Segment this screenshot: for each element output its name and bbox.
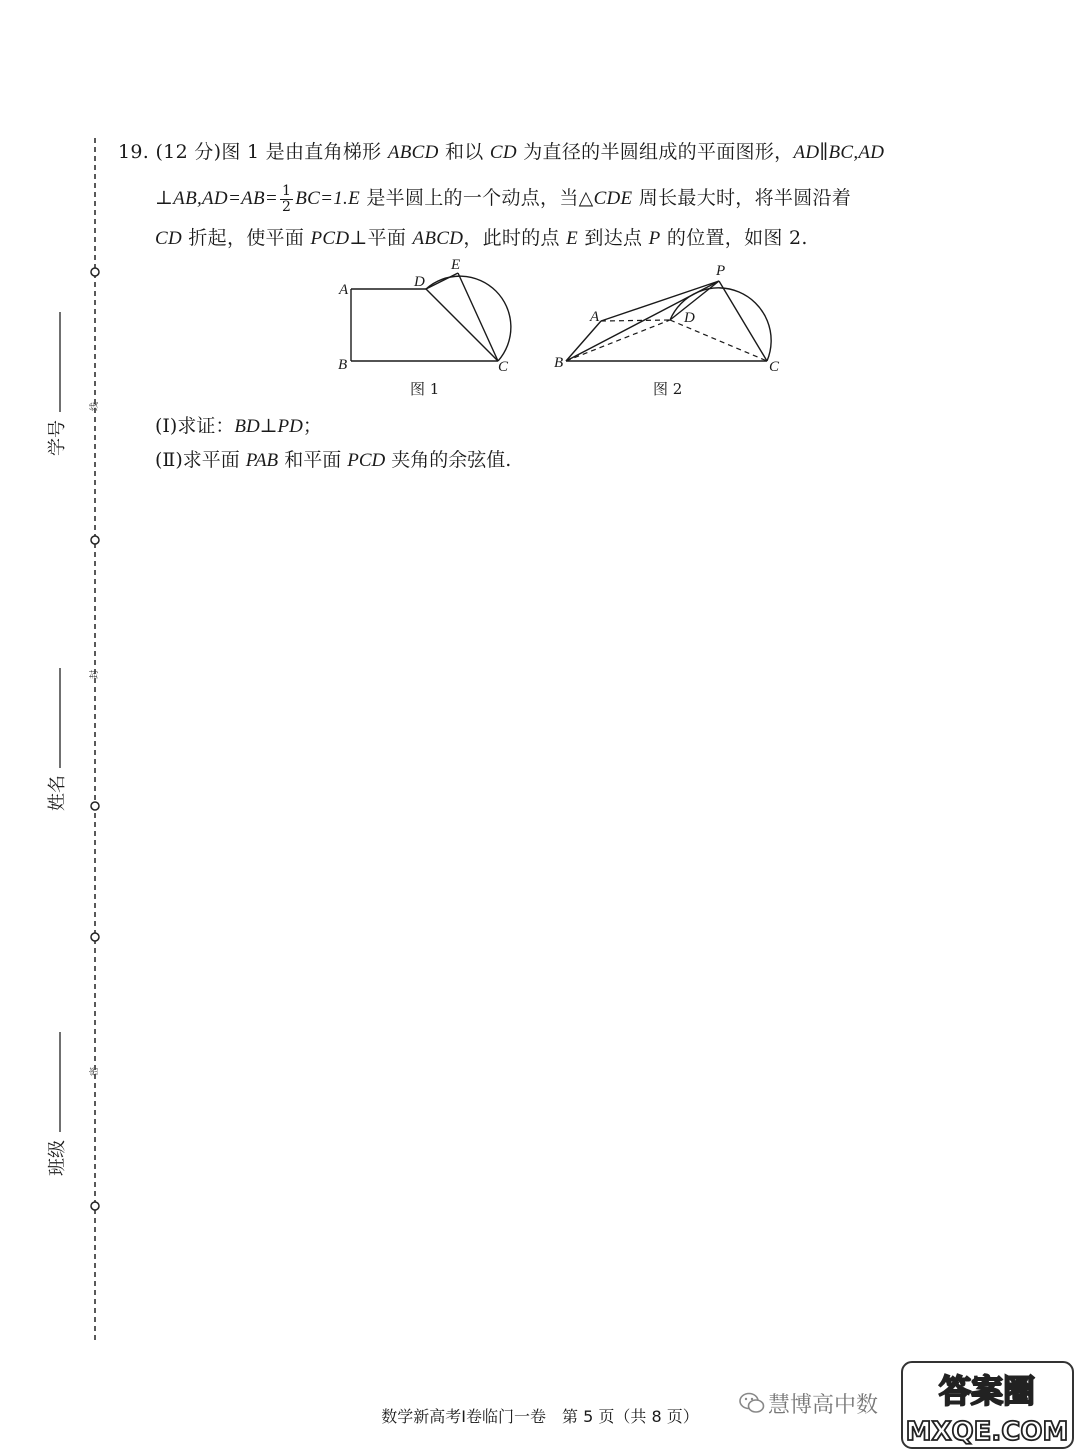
question-line-2: ⊥AB,AD=AB= $\frac{1}{2}$ BC=1.E 是半圆上的一个动点，当△CDE 周长最大时，将半圆沿着 [155, 183, 852, 215]
fraction-half: $\frac{1}{2}$ [282, 183, 292, 215]
fig1-label-b: B [338, 357, 348, 373]
fig2-label-c: C [769, 359, 780, 375]
page-footer: 数学新高考Ⅰ卷临门一卷 第 5 页（共 8 页） [381, 1407, 699, 1426]
wechat-icon [738, 1390, 766, 1416]
figure-2 [550, 258, 790, 380]
mxqe-logo [900, 1360, 1075, 1450]
fig1-label-d: D [414, 274, 425, 290]
logo-line-1: 答案圈 [938, 1372, 1036, 1410]
question-line-1: 19. (12 分)图 1 是由直角梯形 ABCD 和以 CD 为直径的半圆组成的平面图形，AD∥BC,AD [118, 141, 885, 163]
class-label: 班级 [47, 1140, 68, 1176]
student-id-label: 学号 [47, 420, 68, 456]
fig2-label-b: B [554, 355, 564, 371]
question-number: 19. [118, 141, 150, 163]
fig1-label-e: E [451, 257, 461, 273]
fig2-edge-ba [566, 321, 601, 361]
part-2: (Ⅱ)求平面 PAB 和平面 PCD 夹角的余弦值. [155, 449, 512, 471]
fig2-edge-pc [719, 281, 767, 361]
name-label: 姓名 [47, 775, 68, 811]
question-line-3: CD 折起，使平面 PCD⊥平面 ABCD，此时的点 E 到达点 P 的位置，如图 2. [155, 227, 808, 249]
fig2-label-d: D [684, 310, 695, 326]
fig1-edge-ec [458, 273, 498, 361]
fig2-dashed-ad [601, 320, 670, 321]
logo-line-2: MXQE.COM [905, 1417, 1069, 1447]
watermark-account: 慧博高中数 [768, 1393, 879, 1418]
fig1-edge-dc [426, 289, 498, 361]
secret-mark: 密 [90, 1066, 101, 1077]
part-1: (Ⅰ)求证：BD⊥PD； [155, 415, 322, 437]
fig1-edge-de [426, 273, 458, 289]
seal-mark: 封 [90, 669, 101, 680]
figure-1 [330, 255, 530, 380]
fig2-label-p: P [716, 263, 726, 279]
fig2-dashed-bd [566, 320, 670, 361]
figure-2-caption: 图 2 [653, 380, 683, 398]
fig1-label-a: A [339, 282, 349, 298]
question-score: (12 分) [155, 141, 222, 163]
line-mark: 线 [90, 401, 101, 412]
fig2-dashed-dc [670, 320, 767, 361]
fig2-edge-ap [601, 281, 719, 321]
fig1-label-c: C [498, 359, 509, 375]
fig1-semicircle [426, 276, 511, 361]
figure-1-caption: 图 1 [410, 380, 440, 398]
fig2-label-a: A [590, 309, 600, 325]
